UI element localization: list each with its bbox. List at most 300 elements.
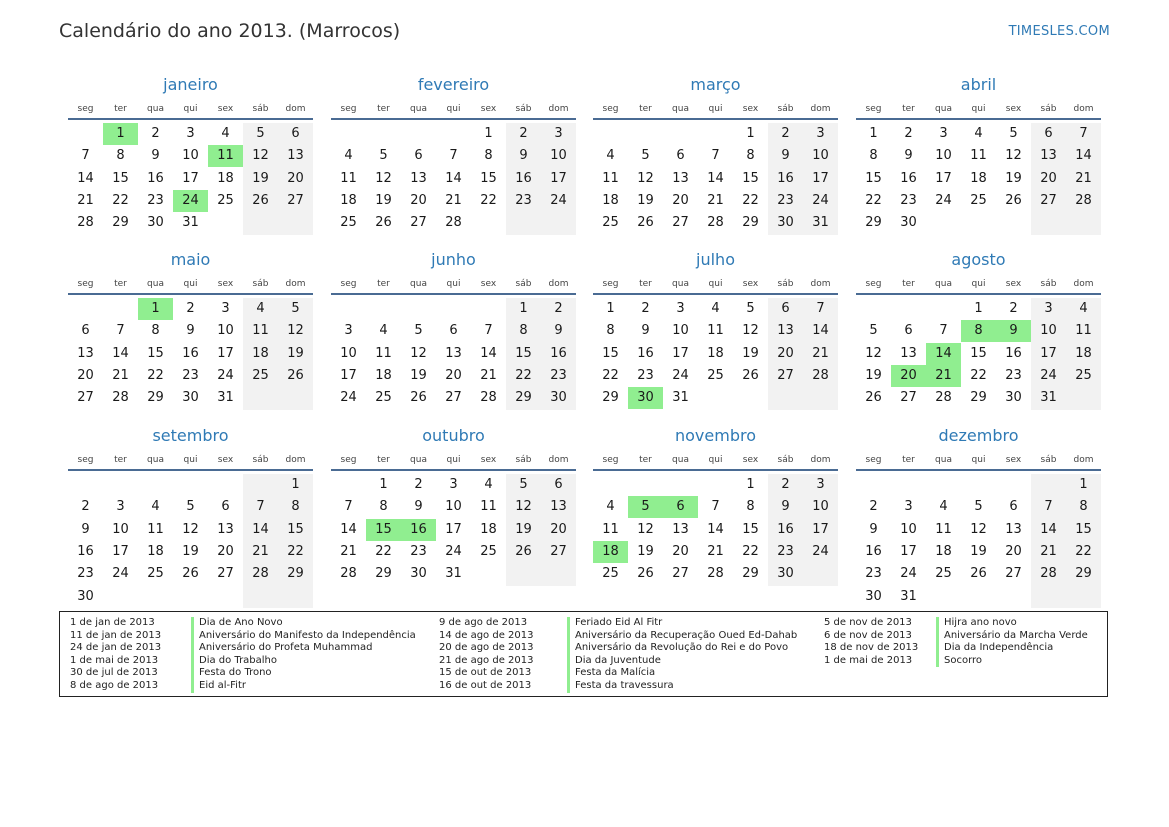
day-cell: 22 [375,543,392,559]
weekday-label: sex [480,279,497,289]
day-cell: 4 [344,148,353,164]
day-cell: 17 [340,367,357,383]
day-cell: 14 [480,345,497,361]
day-cell: 22 [112,192,129,208]
weekday-label: qua [147,104,164,114]
day-cell: 20 [287,170,304,186]
day-cell: 3 [816,126,825,141]
day-cell: 7 [816,301,825,316]
weekday-label: dom [285,455,306,465]
day-cell: 6 [904,323,913,339]
holiday-day-cell: 20 [891,365,926,387]
day-cell: 25 [602,215,619,231]
day-cell: 12 [410,345,427,361]
weekday-label: sex [480,104,497,114]
site-logo-link[interactable]: TIMESLES.COM [1008,24,1110,39]
weekday-label: sáb [1040,279,1057,289]
weekday-label: seg [77,455,94,465]
day-cell: 30 [550,390,567,406]
day-cell: 25 [935,566,952,582]
day-cell: 26 [252,192,269,208]
day-cell: 13 [672,170,689,186]
weekday-label: sáb [252,455,269,465]
day-cell: 22 [1075,543,1092,559]
day-cell: 28 [707,566,724,582]
legend-holiday-name: Aniversário do Profeta Muhammad [199,642,373,654]
day-cell: 2 [519,126,528,141]
page-title: Calendário do ano 2013. (Marrocos) [59,20,401,42]
day-cell: 11 [970,148,987,164]
header-rule [331,293,576,295]
day-cell: 12 [970,521,987,537]
day-cell: 19 [375,192,392,208]
day-cell: 5 [256,126,265,141]
day-cell: 24 [812,192,829,208]
day-cell: 5 [869,323,878,339]
day-cell: 8 [1079,499,1088,515]
day-cell: 18 [935,543,952,559]
day-cell: 23 [410,543,427,559]
legend-holiday-name: Aniversário do Manifesto da Independência [199,629,416,641]
month-name: setembro [152,426,229,445]
weekday-header [593,455,838,469]
month-name: agosto [951,250,1006,269]
day-cell: 31 [900,588,917,604]
legend-holiday-name: Dia da Juventude [575,654,661,666]
day-cell: 19 [287,345,304,361]
day-cell: 10 [112,521,129,537]
day-cell: 29 [515,390,532,406]
day-cell: 6 [291,126,300,141]
weekday-label: sex [480,455,497,465]
day-cell: 2 [186,301,195,316]
day-cell: 18 [147,543,164,559]
weekday-label: ter [377,455,390,465]
header-rule [856,293,1101,295]
day-cell: 29 [602,390,619,406]
holiday-day-cell: 5 [628,496,663,518]
day-cell: 10 [217,323,234,339]
day-cell: 21 [1075,170,1092,186]
day-cell: 15 [742,170,759,186]
day-cell: 10 [900,521,917,537]
holiday-day-cell: 8 [961,320,996,342]
legend-holiday-name: Dia do Trabalho [199,654,278,666]
day-cell: 6 [781,301,790,316]
day-cell: 20 [672,192,689,208]
day-cell: 11 [602,170,619,186]
weekday-label: sáb [777,455,794,465]
day-cell: 10 [550,148,567,164]
holiday-legend [59,611,1108,697]
weekday-label: ter [639,455,652,465]
day-cell: 23 [182,367,199,383]
weekday-label: ter [114,455,127,465]
weekday-label: sáb [515,279,532,289]
day-cell: 28 [480,390,497,406]
day-cell: 1 [606,301,615,316]
day-cell: 23 [1005,367,1022,383]
day-cell: 2 [869,499,878,515]
weekday-label: qua [935,104,952,114]
day-cell: 9 [641,323,650,339]
day-cell: 14 [812,323,829,339]
day-cell: 7 [711,148,720,164]
weekday-label: sáb [515,104,532,114]
day-cell: 15 [147,345,164,361]
day-cell: 8 [151,323,160,339]
day-cell: 21 [1040,543,1057,559]
weekday-label: dom [810,279,831,289]
day-cell: 17 [182,170,199,186]
day-cell: 4 [939,499,948,515]
day-cell: 30 [77,588,94,604]
header-rule [593,469,838,471]
weekday-label: dom [548,279,569,289]
day-cell: 1 [379,477,388,492]
day-cell: 21 [252,543,269,559]
day-cell: 26 [970,566,987,582]
day-cell: 1 [291,477,300,492]
weekday-header [856,104,1101,118]
weekday-header [593,279,838,293]
month-name: junho [431,250,476,269]
day-cell: 26 [287,367,304,383]
day-cell: 10 [672,323,689,339]
day-cell: 22 [742,192,759,208]
day-cell: 25 [1075,367,1092,383]
day-cell: 15 [480,170,497,186]
weekday-label: sex [217,455,234,465]
weekday-label: seg [340,104,357,114]
day-cell: 29 [375,566,392,582]
day-cell: 5 [746,301,755,316]
day-cell: 6 [1009,499,1018,515]
day-cell: 10 [1040,323,1057,339]
weekday-label: dom [548,455,569,465]
weekday-label: ter [377,279,390,289]
day-cell: 2 [414,477,423,492]
day-cell: 9 [519,148,528,164]
day-cell: 8 [116,148,125,164]
day-cell: 13 [287,148,304,164]
day-cell: 24 [112,566,129,582]
day-cell: 24 [935,192,952,208]
weekday-label: qua [410,455,427,465]
day-cell: 28 [445,215,462,231]
day-cell: 27 [410,215,427,231]
day-cell: 3 [904,499,913,515]
month-name: dezembro [938,426,1019,445]
day-cell: 27 [672,215,689,231]
holiday-day-cell: 18 [593,541,628,563]
legend-holiday-name: Aniversário da Recuperação Oued Ed-Dahab [575,629,798,641]
day-cell: 22 [970,367,987,383]
day-cell: 10 [182,148,199,164]
weekday-label: sex [1005,455,1022,465]
weekday-label: seg [865,279,882,289]
weekday-header [68,455,313,469]
day-cell: 28 [252,566,269,582]
day-cell: 15 [865,170,882,186]
day-cell: 2 [641,301,650,316]
day-cell: 6 [449,323,458,339]
day-cell: 30 [865,588,882,604]
weekday-label: seg [340,455,357,465]
day-cell: 24 [550,192,567,208]
day-cell: 21 [480,367,497,383]
day-cell: 28 [1075,192,1092,208]
day-cell: 30 [900,215,917,231]
header-rule [331,118,576,120]
day-cell: 24 [445,543,462,559]
weekday-label: seg [77,279,94,289]
weekday-label: sáb [252,279,269,289]
weekday-label: qua [147,455,164,465]
header-rule [593,118,838,120]
day-cell: 13 [672,521,689,537]
month-name: maio [170,250,211,269]
day-cell: 23 [865,566,882,582]
legend-holiday-name: Dia de Ano Novo [199,617,283,628]
holiday-day-cell: 11 [208,145,243,167]
holiday-day-cell: 1 [103,123,138,145]
day-cell: 30 [410,566,427,582]
day-cell: 12 [515,499,532,515]
day-cell: 10 [935,148,952,164]
day-cell: 11 [340,170,357,186]
day-cell: 9 [81,521,90,537]
day-cell: 8 [519,323,528,339]
day-cell: 31 [1040,390,1057,406]
weekday-label: seg [865,455,882,465]
day-cell: 27 [287,192,304,208]
day-cell: 19 [742,345,759,361]
day-cell: 12 [1005,148,1022,164]
day-cell: 28 [1040,566,1057,582]
day-cell: 17 [812,170,829,186]
day-cell: 29 [970,390,987,406]
day-cell: 17 [935,170,952,186]
day-cell: 16 [1005,345,1022,361]
day-cell: 17 [550,170,567,186]
day-cell: 27 [77,390,94,406]
day-cell: 17 [445,521,462,537]
day-cell: 3 [116,499,125,515]
day-cell: 8 [484,148,493,164]
day-cell: 18 [970,170,987,186]
weekday-label: seg [865,104,882,114]
weekday-label: qui [708,104,723,114]
weekday-label: seg [77,104,94,114]
day-cell: 10 [812,148,829,164]
day-cell: 28 [707,215,724,231]
day-cell: 18 [707,345,724,361]
day-cell: 2 [1009,301,1018,316]
day-cell: 4 [484,477,493,492]
legend-date: 14 de ago de 2013 [439,629,534,641]
day-cell: 31 [672,390,689,406]
day-cell: 25 [707,367,724,383]
day-cell: 20 [1040,170,1057,186]
day-cell: 1 [746,477,755,492]
day-cell: 6 [676,148,685,164]
day-cell: 11 [602,521,619,537]
day-cell: 7 [711,499,720,515]
day-cell: 3 [816,477,825,492]
day-cell: 8 [869,148,878,164]
day-cell: 22 [602,367,619,383]
day-cell: 20 [217,543,234,559]
day-cell: 24 [1040,367,1057,383]
day-cell: 7 [344,499,353,515]
day-cell: 9 [781,148,790,164]
weekday-label: qui [971,455,986,465]
day-cell: 15 [112,170,129,186]
day-cell: 30 [182,390,199,406]
legend-date: 15 de out de 2013 [439,667,532,679]
day-cell: 22 [480,192,497,208]
day-cell: 4 [606,499,615,515]
day-cell: 12 [865,345,882,361]
day-cell: 23 [77,566,94,582]
day-cell: 20 [777,345,794,361]
day-cell: 3 [186,126,195,141]
day-cell: 13 [410,170,427,186]
day-cell: 12 [637,170,654,186]
day-cell: 16 [637,345,654,361]
day-cell: 10 [445,499,462,515]
day-cell: 11 [707,323,724,339]
weekday-label: qua [410,279,427,289]
day-cell: 13 [217,521,234,537]
day-cell: 16 [900,170,917,186]
day-cell: 19 [410,367,427,383]
day-cell: 7 [1044,499,1053,515]
day-cell: 17 [672,345,689,361]
day-cell: 2 [781,477,790,492]
weekday-label: ter [902,104,915,114]
weekday-label: qua [935,279,952,289]
day-cell: 2 [781,126,790,141]
weekday-label: qua [410,104,427,114]
day-cell: 20 [672,543,689,559]
day-cell: 5 [186,499,195,515]
weekday-label: sáb [777,104,794,114]
legend-holiday-name: Aniversário da Marcha Verde [944,629,1088,641]
day-cell: 15 [287,521,304,537]
day-cell: 22 [287,543,304,559]
day-cell: 2 [904,126,913,141]
day-cell: 5 [974,499,983,515]
day-cell: 4 [256,301,265,316]
day-cell: 18 [340,192,357,208]
day-cell: 20 [445,367,462,383]
day-cell: 5 [379,148,388,164]
weekday-header [593,104,838,118]
day-cell: 11 [252,323,269,339]
day-cell: 17 [900,543,917,559]
day-cell: 20 [1005,543,1022,559]
day-cell: 12 [287,323,304,339]
holiday-day-cell: 1 [138,298,173,320]
weekday-header [856,455,1101,469]
weekday-header [856,279,1101,293]
header-rule [331,469,576,471]
day-cell: 7 [1079,126,1088,141]
day-cell: 15 [515,345,532,361]
legend-holiday-name: Aniversário da Revolução do Rei e do Povo [575,642,789,654]
day-cell: 28 [77,215,94,231]
day-cell: 7 [81,148,90,164]
weekday-label: sex [742,104,759,114]
day-cell: 11 [1075,323,1092,339]
day-cell: 1 [746,126,755,141]
day-cell: 4 [1079,301,1088,316]
day-cell: 10 [812,499,829,515]
weekday-label: seg [602,104,619,114]
month-name: julho [696,250,735,269]
day-cell: 13 [777,323,794,339]
day-cell: 29 [742,215,759,231]
day-cell: 11 [480,499,497,515]
weekday-label: sáb [252,104,269,114]
header-rule [68,469,313,471]
day-cell: 16 [515,170,532,186]
day-cell: 1 [974,301,983,316]
day-cell: 15 [1075,521,1092,537]
day-cell: 25 [217,192,234,208]
day-cell: 26 [375,215,392,231]
day-cell: 25 [375,390,392,406]
day-cell: 18 [480,521,497,537]
header-rule [856,118,1101,120]
legend-dates-column [824,617,918,667]
day-cell: 30 [777,215,794,231]
weekday-label: ter [902,455,915,465]
day-cell: 7 [484,323,493,339]
day-cell: 25 [252,367,269,383]
weekday-label: qua [672,279,689,289]
weekday-label: seg [602,279,619,289]
day-cell: 25 [480,543,497,559]
weekday-label: ter [377,104,390,114]
legend-date: 16 de out de 2013 [439,679,532,691]
day-cell: 13 [445,345,462,361]
day-cell: 18 [1075,345,1092,361]
day-cell: 5 [1009,126,1018,141]
day-cell: 31 [217,390,234,406]
legend-holiday-name: Festa da travessura [575,679,674,691]
legend-holiday-name: Socorro [944,654,983,666]
day-cell: 11 [375,345,392,361]
day-cell: 3 [1044,301,1053,316]
weekday-label: dom [1073,279,1094,289]
day-cell: 23 [900,192,917,208]
day-cell: 19 [637,543,654,559]
legend-date: 1 de mai de 2013 [824,654,913,666]
legend-date: 1 de jan de 2013 [70,617,155,628]
header-rule [68,118,313,120]
weekday-label: sáb [777,279,794,289]
weekday-header [68,279,313,293]
weekday-label: ter [639,279,652,289]
day-cell: 27 [777,367,794,383]
day-cell: 6 [221,499,230,515]
legend-names-column [567,617,797,693]
day-cell: 15 [602,345,619,361]
day-cell: 16 [182,345,199,361]
